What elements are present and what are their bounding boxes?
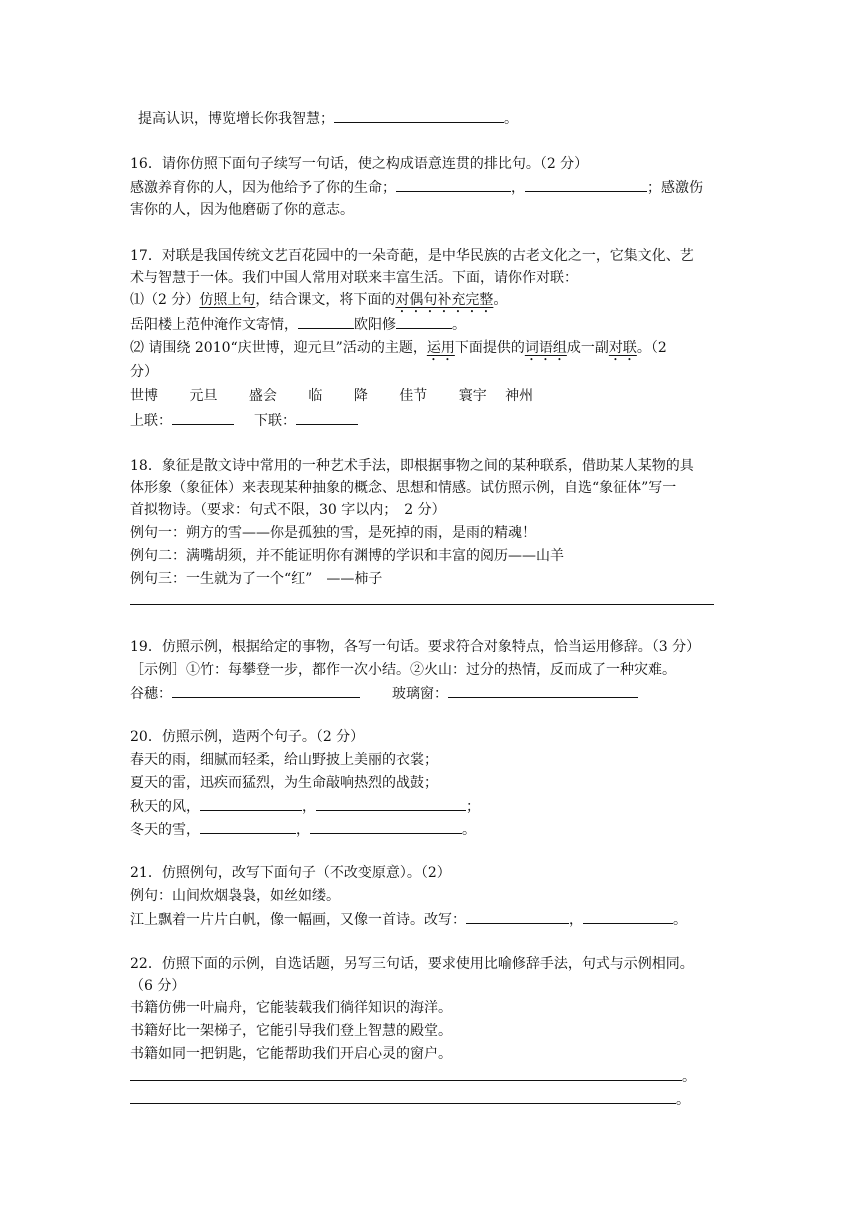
word-item: 临 — [308, 388, 323, 404]
q22-answer-line-2: 。 — [130, 1089, 690, 1109]
intro-line: 提高认识，博览增长你我智慧； 。 — [138, 108, 518, 128]
answer-blank[interactable] — [396, 177, 511, 192]
q17-part-2: ⑵ 请围绕 2010“庆世博，迎元旦”活动的主题，运用下面提供的词语组成一副对联。（2 — [130, 340, 667, 356]
word-item: 佳节 — [399, 388, 428, 404]
answer-blank[interactable] — [172, 683, 360, 698]
word-item: 世博 — [130, 388, 158, 404]
q18-line-3: 首拟物诗。（要求：句式不限，30 字以内； 2 分） — [130, 502, 446, 518]
q17-answer-line: 上联： 下联： — [130, 410, 358, 430]
q22-example-3: 书籍如同一把钥匙，它能帮助我们开启心灵的窗户。 — [130, 1046, 452, 1062]
answer-blank[interactable] — [200, 796, 302, 811]
q20-title: 20．仿照示例，造两个句子。（2 分） — [130, 729, 365, 745]
lower-couplet-blank[interactable] — [296, 410, 358, 425]
q18-answer-line[interactable] — [130, 604, 714, 605]
q18-example-1: 例句一：朔方的雪——你是孤独的雪，是死掉的雨，是雨的精魂！ — [130, 525, 536, 541]
word-item: 寰宇 — [458, 388, 487, 404]
answer-blank[interactable] — [130, 1089, 676, 1104]
q20-autumn-line: 秋天的风， ， ； — [130, 796, 480, 816]
q18-line-1: 18．象征是散文诗中常用的一种艺术手法，即根据事物之间的某种联系，借助某人某物的具 — [130, 458, 694, 474]
upper-couplet-blank[interactable] — [172, 410, 234, 425]
q16-line-2: 害你的人，因为他磨砺了你的意志。 — [130, 202, 354, 218]
q17-part-1: ⑴（2 分）仿照上句，结合课文，将下面的对偶句补充完整。 — [130, 292, 508, 308]
q21-example: 例句：山间炊烟袅袅，如丝如缕。 — [130, 888, 340, 904]
q17-intro-1: 17．对联是我国传统文艺百花园中的一朵奇葩，是中华民族的古老文化之一，它集文化、艺 — [130, 248, 694, 264]
q18-line-2: 体形象（象征体）来表现某种抽象的概念、思想和情感。试仿照示例，自选“象征体”写一 — [130, 480, 677, 496]
q17-part-2-score: 分） — [130, 364, 158, 380]
q20-example-1: 春天的雨，细腻而轻柔，给山野披上美丽的衣裳； — [130, 752, 438, 768]
q22-line-2: （6 分） — [130, 978, 186, 994]
answer-blank[interactable] — [298, 314, 354, 329]
word-item: 神州 — [505, 388, 534, 404]
answer-blank[interactable] — [448, 683, 638, 698]
answer-blank[interactable] — [525, 177, 647, 192]
q22-answer-line-1: 。 — [130, 1066, 696, 1086]
q19-example: ［示例］①竹：每攀登一步，都作一次小结。②火山：过分的热情，反而成了一种灾难。 — [130, 662, 676, 678]
answer-blank[interactable] — [200, 819, 296, 834]
word-item: 元旦 — [189, 388, 218, 404]
answer-blank[interactable] — [310, 819, 462, 834]
answer-blank[interactable] — [130, 1066, 682, 1081]
q18-example-2: 例句二：满嘴胡须，并不能证明你有渊博的学识和丰富的阅历——山羊 — [130, 548, 564, 564]
q22-line-1: 22．仿照下面的示例，自选话题，另写三句话，要求使用比喻修辞手法，句式与示例相同。 — [130, 956, 694, 972]
q21-rewrite-line: 江上飘着一片片白帆，像一幅画，又像一首诗。改写： ， 。 — [130, 909, 687, 929]
answer-blank[interactable] — [396, 314, 452, 329]
q16-line-1: 感激养育你的人，因为他给予了你的生命； ， ；感激伤 — [130, 177, 703, 197]
q20-example-2: 夏天的雷，迅疾而猛烈，为生命敲响热烈的战鼓； — [130, 775, 438, 791]
q19-title: 19．仿照示例，根据给定的事物，各写一句话。要求符合对象特点，恰当运用修辞。（3 分） — [130, 639, 701, 655]
q19-answer-line: 谷穗： 玻璃窗： — [130, 683, 638, 703]
q17-intro-2: 术与智慧于一体。我们中国人常用对联来丰富生活。下面，请你作对联： — [130, 270, 578, 286]
q21-title: 21．仿照例句，改写下面句子（不改变原意）。（2） — [130, 865, 451, 881]
word-item: 盛会 — [248, 388, 277, 404]
q17-couplet-line: 岳阳楼上范仲淹作文寄情， 欧阳修 。 — [130, 314, 466, 334]
q22-example-1: 书籍仿佛一叶扁舟，它能装载我们徜徉知识的海洋。 — [130, 1000, 452, 1016]
answer-blank[interactable] — [583, 909, 673, 924]
q16-title: 16．请你仿照下面句子续写一句话，使之构成语意连贯的排比句。（2 分） — [130, 156, 589, 172]
q18-example-3: 例句三：一生就为了一个“红” ——柿子 — [130, 571, 383, 587]
q22-example-2: 书籍好比一架梯子，它能引导我们登上智慧的殿堂。 — [130, 1023, 452, 1039]
q17-word-bank — [130, 386, 533, 406]
q20-winter-line: 冬天的雪， ， 。 — [130, 819, 476, 839]
answer-blank[interactable] — [316, 796, 466, 811]
word-item: 降 — [353, 388, 368, 404]
answer-blank[interactable] — [334, 108, 504, 123]
answer-blank[interactable] — [466, 909, 569, 924]
